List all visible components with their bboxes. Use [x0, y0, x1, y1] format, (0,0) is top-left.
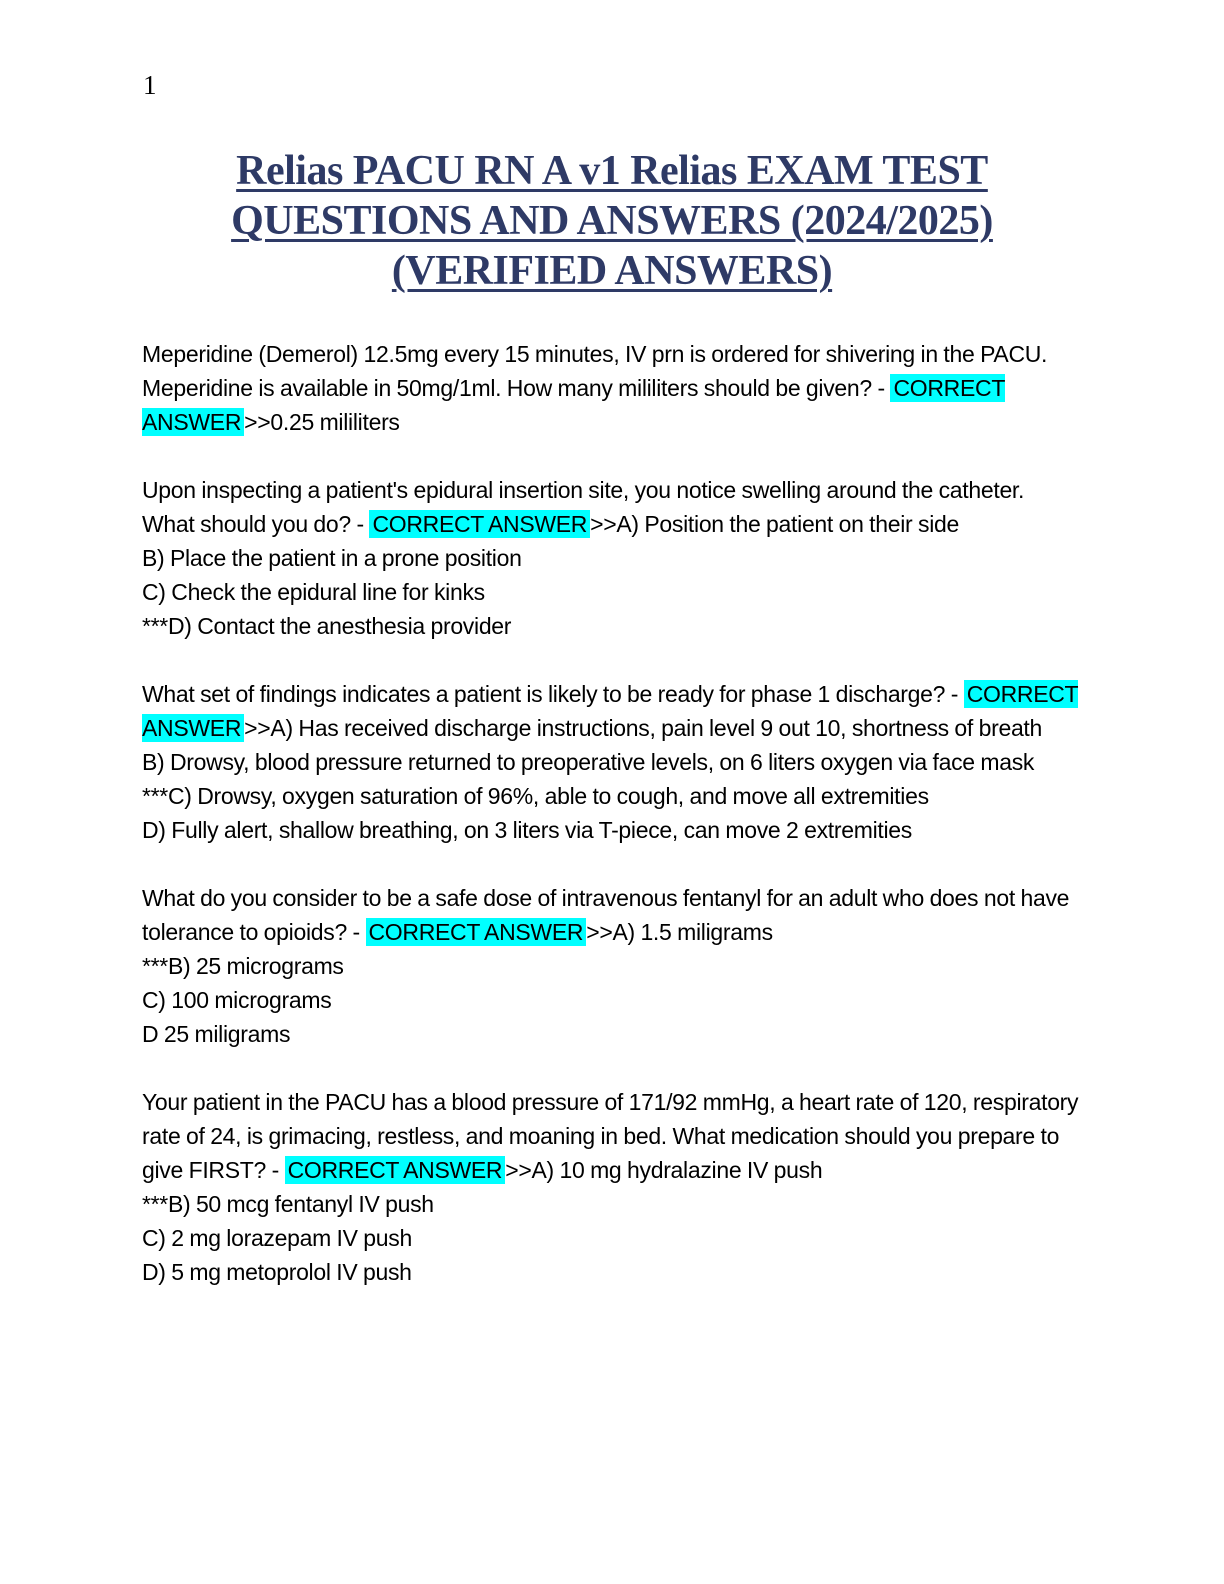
- option-line: B) Place the patient in a prone position: [142, 545, 522, 571]
- option-line: ***C) Drowsy, oxygen saturation of 96%, able to cough, and move all extremities: [142, 783, 929, 809]
- question-text: Your patient in the PACU has a blood pressure of 171/92 mmHg, a heart rate of 120, respiratory rate of 24, is grimacing, restless, and moaning in bed. What medication should you prepare to give FIRST? -: [142, 1089, 1079, 1183]
- correct-answer-highlight: CORRECT ANSWER: [369, 510, 590, 538]
- answer-text: >>A) 10 mg hydralazine IV push: [505, 1157, 823, 1183]
- correct-answer-highlight: CORRECT ANSWER: [285, 1156, 506, 1184]
- option-line: ***D) Contact the anesthesia provider: [142, 613, 512, 639]
- question-block-2: [142, 473, 1082, 643]
- option-line: ***B) 50 mcg fentanyl IV push: [142, 1191, 434, 1217]
- question-text: Meperidine (Demerol) 12.5mg every 15 minutes, IV prn is ordered for shivering in the PACU. Meperidine is available in 50mg/1ml. How many mililiters should be given? -: [142, 341, 1048, 401]
- option-line: C) Check the epidural line for kinks: [142, 579, 485, 605]
- title-line-3: (VERIFIED ANSWERS): [391, 248, 833, 294]
- question-block-5: [142, 1085, 1082, 1289]
- answer-text: >>A) Position the patient on their side: [590, 511, 960, 537]
- question-block-1: [142, 337, 1082, 439]
- title-line-1: Relias PACU RN A v1 Relias EXAM TEST: [236, 148, 988, 194]
- option-line: ***B) 25 micrograms: [142, 953, 344, 979]
- option-line: B) Drowsy, blood pressure returned to preoperative levels, on 6 liters oxygen via face mask: [142, 749, 1035, 775]
- option-line: D) Fully alert, shallow breathing, on 3 liters via T-piece, can move 2 extremities: [142, 817, 912, 843]
- question-block-3: [142, 677, 1082, 847]
- document-content: [142, 146, 1082, 1323]
- answer-text: >>A) Has received discharge instructions, pain level 9 out 10, shortness of breath: [244, 715, 1043, 741]
- question-text: Upon inspecting a patient's epidural insertion site, you notice swelling around the catheter. What should you do? -: [142, 477, 1025, 537]
- option-line: D 25 miligrams: [142, 1021, 291, 1047]
- correct-answer-highlight: CORRECT ANSWER: [366, 918, 587, 946]
- answer-text: >>A) 1.5 miligrams: [586, 919, 773, 945]
- answer-text: >>0.25 mililiters: [244, 409, 400, 435]
- question-text: What set of findings indicates a patient is likely to be ready for phase 1 discharge? -: [142, 681, 964, 707]
- question-text: What do you consider to be a safe dose of intravenous fentanyl for an adult who does not have tolerance to opioids? -: [142, 885, 1070, 945]
- option-line: C) 100 micrograms: [142, 987, 332, 1013]
- option-line: C) 2 mg lorazepam IV push: [142, 1225, 412, 1251]
- page-number: 1: [143, 70, 157, 100]
- question-block-4: [142, 881, 1082, 1051]
- title-line-2: QUESTIONS AND ANSWERS (2024/2025): [231, 198, 993, 244]
- correct-answer-highlight: CORRECT ANSWER: [142, 375, 1006, 435]
- document-title: [142, 146, 1082, 296]
- option-line: D) 5 mg metoprolol IV push: [142, 1259, 412, 1285]
- correct-answer-highlight: CORRECT ANSWER: [142, 681, 1079, 741]
